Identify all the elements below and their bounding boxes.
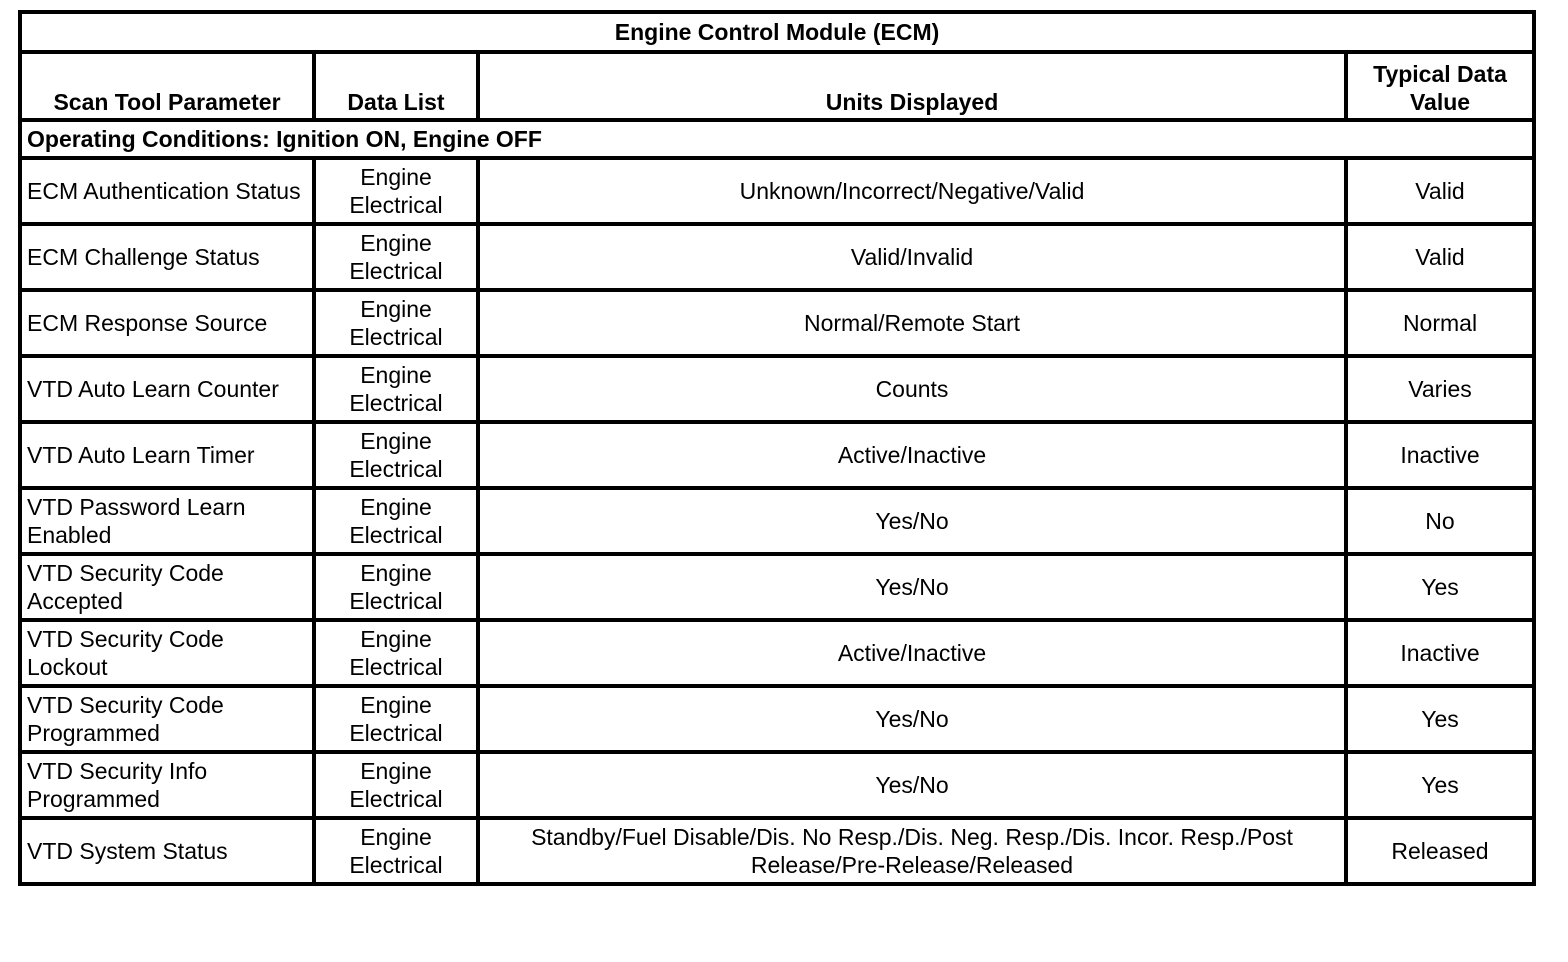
units-displayed-cell: Counts xyxy=(478,356,1346,422)
operating-conditions: Operating Conditions: Ignition ON, Engine OFF xyxy=(20,120,1534,158)
data-list-cell: Engine Electrical xyxy=(314,818,478,884)
table-row xyxy=(20,158,1534,224)
table-row xyxy=(20,356,1534,422)
units-displayed-cell: Normal/Remote Start xyxy=(478,290,1346,356)
units-displayed-cell: Yes/No xyxy=(478,686,1346,752)
parameter-cell: ECM Authentication Status xyxy=(20,158,314,224)
data-list-cell: Engine Electrical xyxy=(314,158,478,224)
data-list-cell: Engine Electrical xyxy=(314,620,478,686)
table-row xyxy=(20,554,1534,620)
parameter-cell: ECM Response Source xyxy=(20,290,314,356)
table-row xyxy=(20,818,1534,884)
header-data-list: Data List xyxy=(314,52,478,120)
units-displayed-cell: Yes/No xyxy=(478,752,1346,818)
parameter-cell: VTD Auto Learn Counter xyxy=(20,356,314,422)
typical-data-value-cell: Inactive xyxy=(1346,620,1534,686)
data-list-cell: Engine Electrical xyxy=(314,290,478,356)
typical-data-value-cell: Released xyxy=(1346,818,1534,884)
parameter-cell: VTD Security Code Accepted xyxy=(20,554,314,620)
units-displayed-cell: Unknown/Incorrect/Negative/Valid xyxy=(478,158,1346,224)
typical-data-value-cell: Valid xyxy=(1346,224,1534,290)
table-title-row xyxy=(20,12,1534,52)
data-list-cell: Engine Electrical xyxy=(314,686,478,752)
parameter-cell: ECM Challenge Status xyxy=(20,224,314,290)
parameter-cell: VTD Security Code Programmed xyxy=(20,686,314,752)
header-scan-tool-parameter: Scan Tool Parameter xyxy=(20,52,314,120)
table-title: Engine Control Module (ECM) xyxy=(20,12,1534,52)
units-displayed-cell: Standby/Fuel Disable/Dis. No Resp./Dis. Neg. Resp./Dis. Incor. Resp./Post Release/Pre-Release/Released xyxy=(478,818,1346,884)
typical-data-value-cell: No xyxy=(1346,488,1534,554)
data-list-cell: Engine Electrical xyxy=(314,752,478,818)
typical-data-value-cell: Inactive xyxy=(1346,422,1534,488)
table-row xyxy=(20,488,1534,554)
operating-conditions-row xyxy=(20,120,1534,158)
table-header-row xyxy=(20,52,1534,120)
header-typical-data-value: Typical Data Value xyxy=(1346,52,1534,120)
units-displayed-cell: Active/Inactive xyxy=(478,620,1346,686)
data-list-cell: Engine Electrical xyxy=(314,356,478,422)
table-row xyxy=(20,620,1534,686)
parameter-cell: VTD Security Info Programmed xyxy=(20,752,314,818)
typical-data-value-cell: Yes xyxy=(1346,554,1534,620)
data-list-cell: Engine Electrical xyxy=(314,488,478,554)
parameter-cell: VTD System Status xyxy=(20,818,314,884)
typical-data-value-cell: Yes xyxy=(1346,752,1534,818)
parameter-cell: VTD Password Learn Enabled xyxy=(20,488,314,554)
ecm-data-table xyxy=(18,10,1536,886)
table-row xyxy=(20,686,1534,752)
data-list-cell: Engine Electrical xyxy=(314,422,478,488)
table-row xyxy=(20,224,1534,290)
table-row xyxy=(20,752,1534,818)
typical-data-value-cell: Valid xyxy=(1346,158,1534,224)
data-list-cell: Engine Electrical xyxy=(314,554,478,620)
table-row xyxy=(20,290,1534,356)
data-list-cell: Engine Electrical xyxy=(314,224,478,290)
units-displayed-cell: Yes/No xyxy=(478,554,1346,620)
typical-data-value-cell: Varies xyxy=(1346,356,1534,422)
typical-data-value-cell: Yes xyxy=(1346,686,1534,752)
units-displayed-cell: Active/Inactive xyxy=(478,422,1346,488)
header-units-displayed: Units Displayed xyxy=(478,52,1346,120)
parameter-cell: VTD Auto Learn Timer xyxy=(20,422,314,488)
units-displayed-cell: Yes/No xyxy=(478,488,1346,554)
table-row xyxy=(20,422,1534,488)
units-displayed-cell: Valid/Invalid xyxy=(478,224,1346,290)
parameter-cell: VTD Security Code Lockout xyxy=(20,620,314,686)
typical-data-value-cell: Normal xyxy=(1346,290,1534,356)
